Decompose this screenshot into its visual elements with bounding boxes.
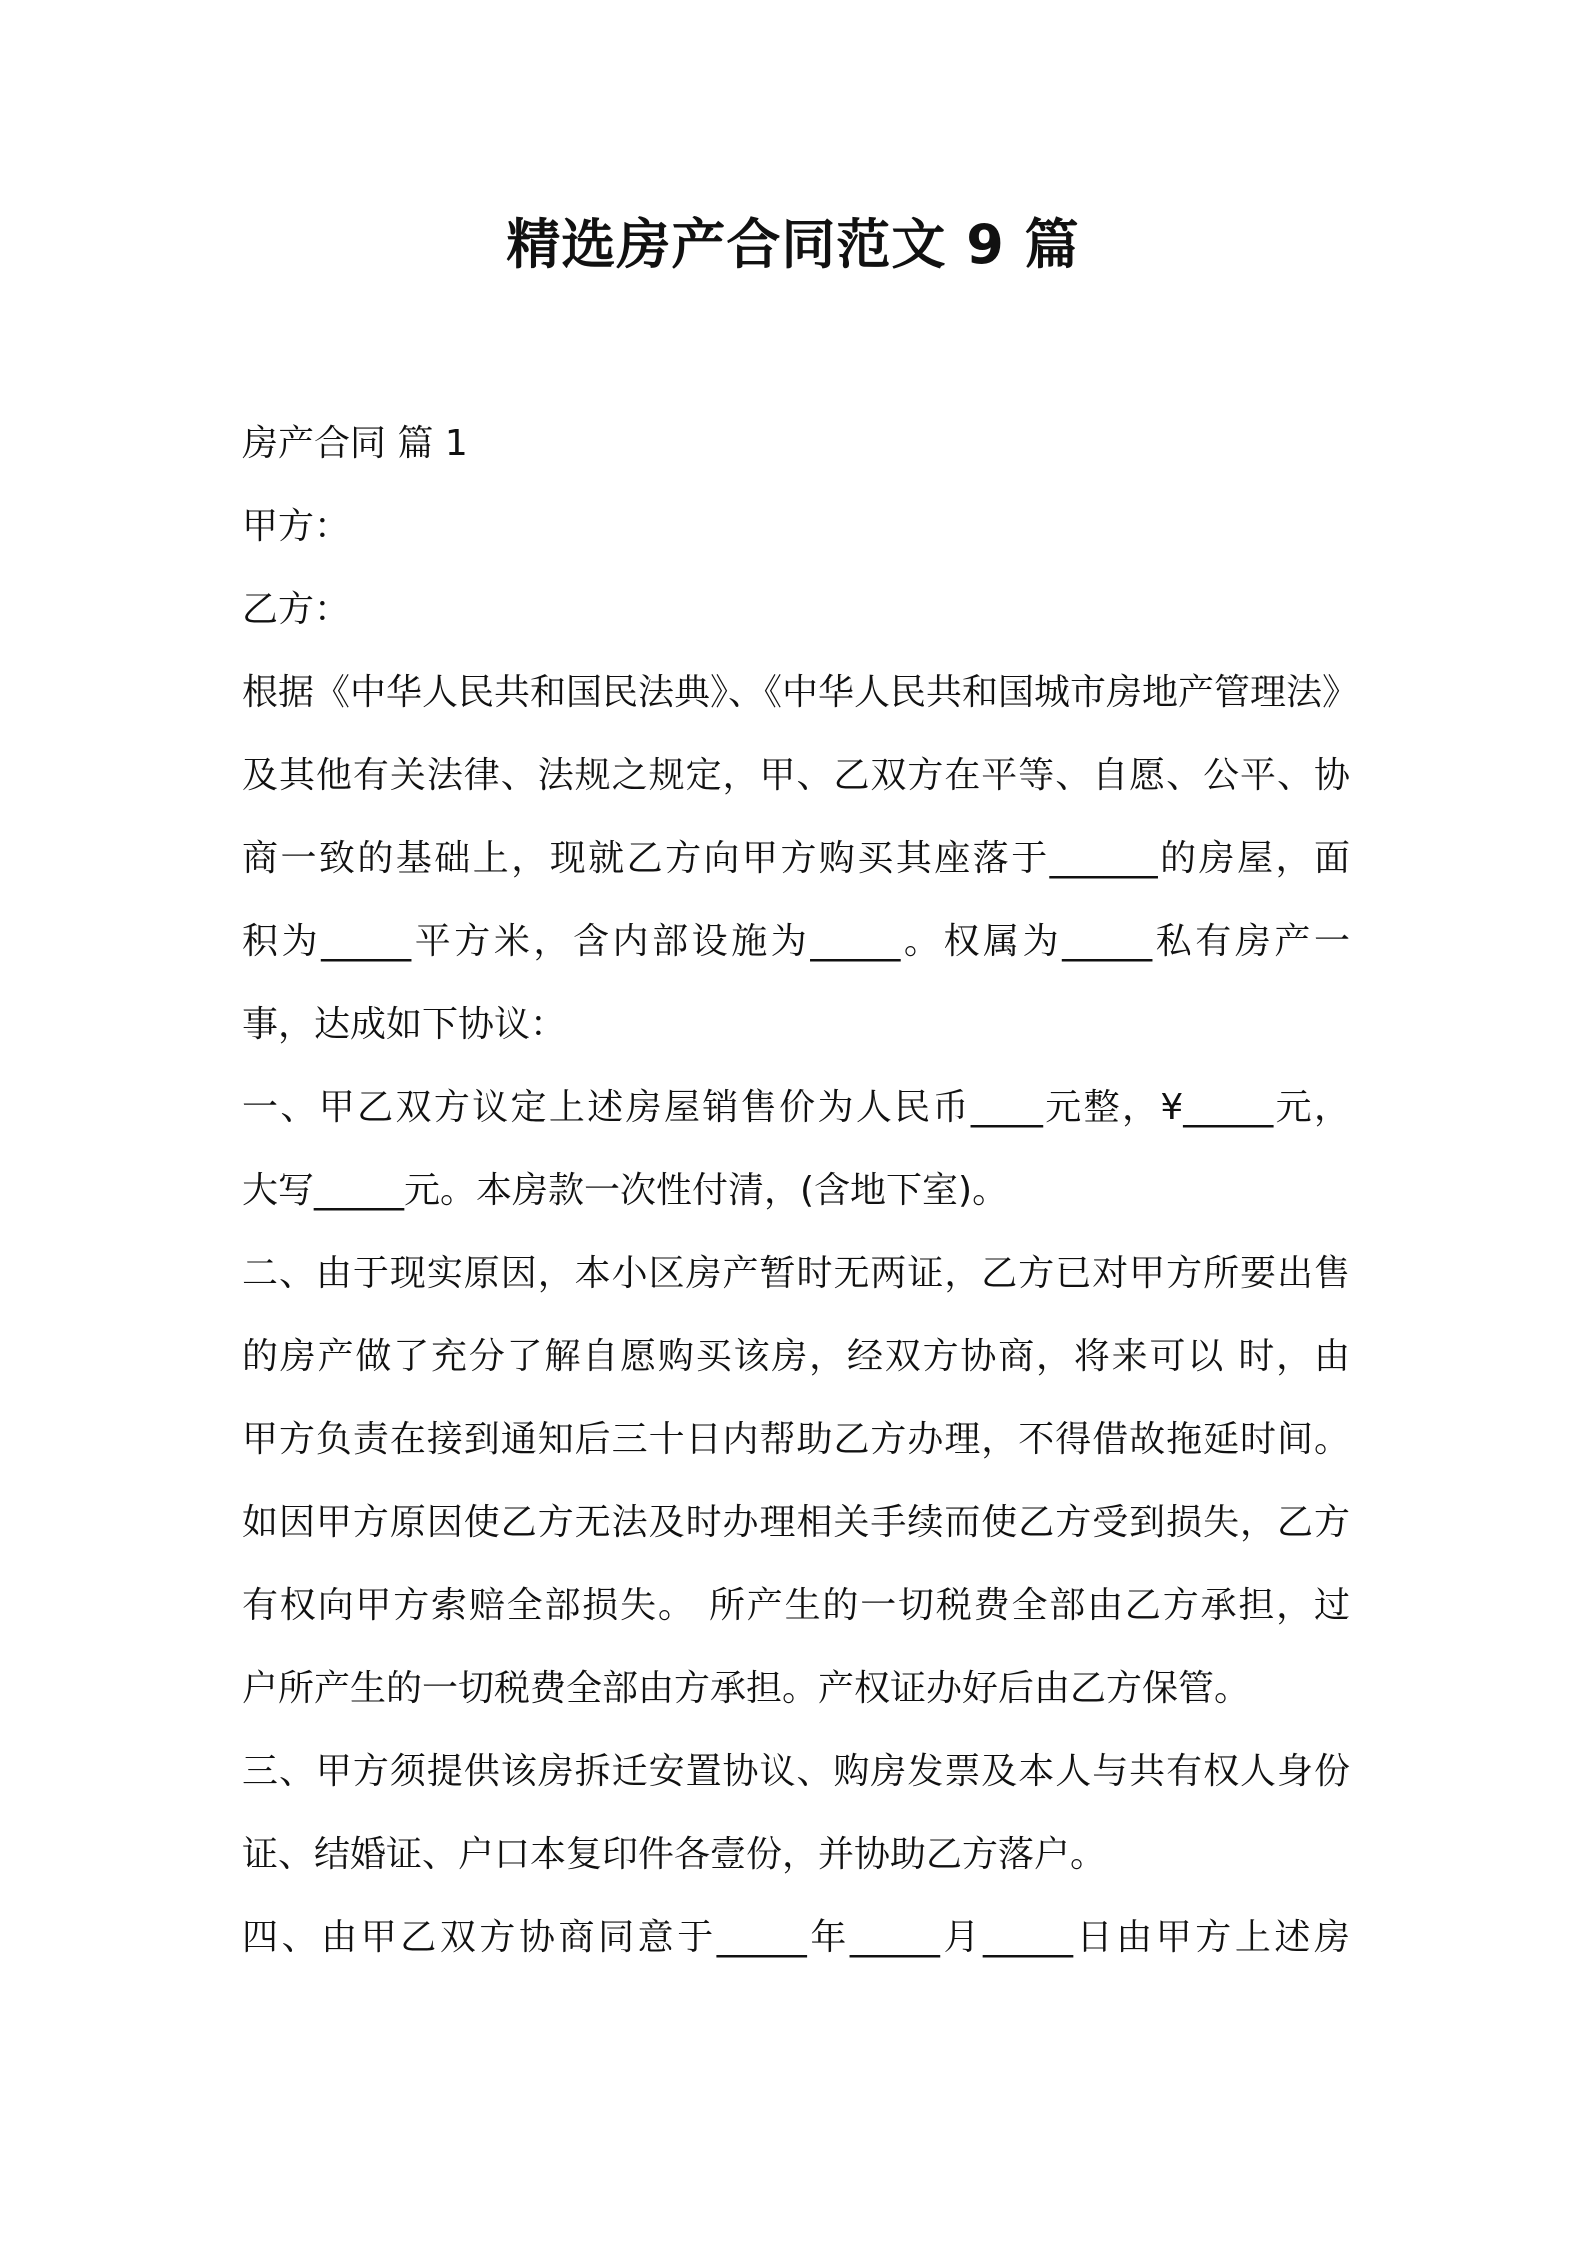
clause-line: 有权向甲方索赔全部损失。 所产生的一切税费全部由乙方承担，过 [242,1585,1350,1626]
clause-line: 三、甲方须提供该房拆迁安置协议、购房发票及本人与共有权人身份 [242,1751,1350,1792]
paragraph-line: 事，达成如下协议： [242,1004,567,1045]
document-body [242,402,1359,1979]
party-a-label: 甲方： [242,506,351,547]
paragraph-line: 商一致的基础上，现就乙方向甲方购买其座落于______的房屋，面 [242,838,1350,879]
document-title: 精选房产合同范文 9 篇 [506,213,1080,276]
clause-line: 二、由于现实原因，本小区房产暂时无两证，乙方已对甲方所要出售 [242,1253,1350,1294]
clause-line: 四、由甲乙双方协商同意于_____年_____月_____日由甲方上述房 [242,1917,1350,1958]
clause-line: 一、甲乙双方议定上述房屋销售价为人民币____元整，¥_____元， [242,1087,1350,1128]
clause-line: 户所产生的一切税费全部由方承担。产权证办好后由乙方保管。 [242,1668,1251,1709]
party-b-label: 乙方： [242,589,351,630]
clause-line: 证、结婚证、户口本复印件各壹份，并协助乙方落户。 [242,1834,1107,1875]
paragraph-line: 根据《中华人民共和国民法典》、《中华人民共和国城市房地产管理法》 [242,672,1359,713]
section-heading: 房产合同 篇 1 [242,423,468,464]
clause-line: 的房产做了充分了解自愿购买该房，经双方协商，将来可以 时，由 [242,1336,1350,1377]
paragraph-line: 积为_____平方米，含内部设施为_____。权属为_____私有房产一 [242,921,1350,962]
clause-line: 甲方负责在接到通知后三十日内帮助乙方办理，不得借故拖延时间。 [242,1419,1350,1460]
clause-line: 如因甲方原因使乙方无法及时办理相关手续而使乙方受到损失，乙方 [242,1502,1350,1543]
clause-line: 大写_____元。本房款一次性付清，(含地下室)。 [242,1170,1009,1211]
paragraph-line: 及其他有关法律、法规之规定，甲、乙双方在平等、自愿、公平、协 [242,755,1350,796]
